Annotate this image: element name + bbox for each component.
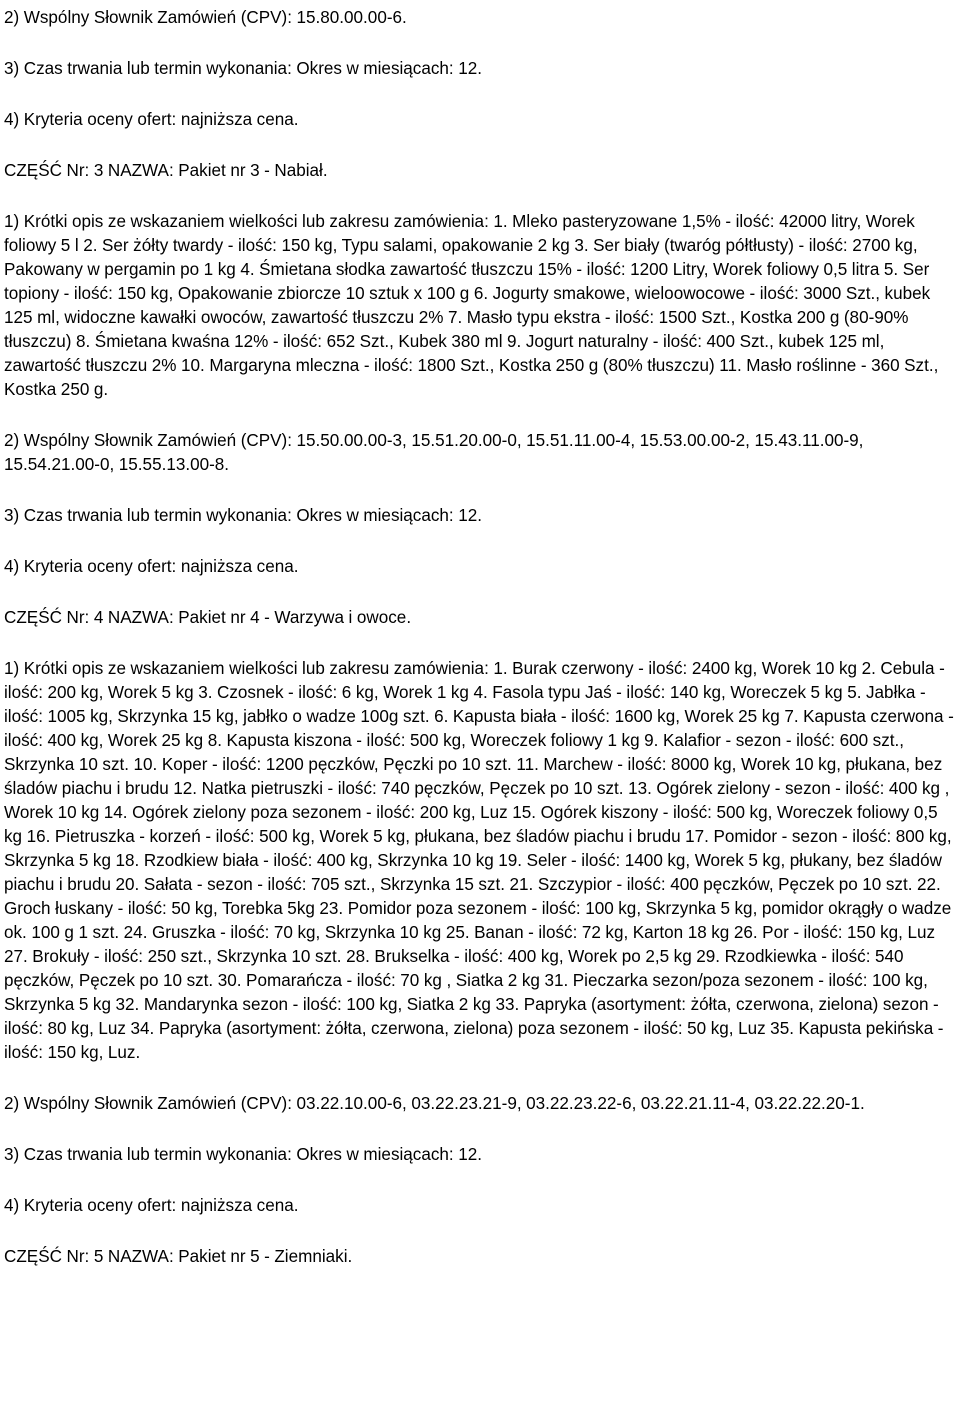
part-heading: CZĘŚĆ Nr: 5 NAZWA: Pakiet nr 5 - Ziemniaki.	[4, 1247, 353, 1266]
part-heading: CZĘŚĆ Nr: 3 NAZWA: Pakiet nr 3 - Nabiał.	[4, 161, 328, 180]
criteria-paragraph: 4) Kryteria oceny ofert: najniższa cena.	[4, 557, 299, 576]
description-paragraph: 1) Krótki opis ze wskazaniem wielkości lub zakresu zamówienia: 1. Burak czerwony - ilość: 2400 kg, Worek 10 kg 2. Cebula - ilość: 200 kg, Worek 5 kg 3. Czosnek - ilość: 6 kg, Worek 1 kg 4. Fasola typu Jaś - ilość: 140 kg, Woreczek 5 kg 5. Jabłka - ilość: 1005 kg, Skrzynka 15 kg, jabłko o wadze 100g szt. 6. Kapusta biała - ilość: 1600 kg, Worek 25 kg 7. Kapusta czerwona - ilość: 400 kg, Worek 25 kg 8. Kapusta kiszona - ilość: 500 kg, Woreczek foliowy 1 kg 9. Kalafior - sezon - ilość: 600 szt., Skrzynka 10 szt. 10. Koper - ilość: 1200 pęczków, Pęczki po 10 szt. 11. Marchew - ilość: 8000 kg, Worek 10 kg, płukana, bez śladów piachu i brudu 12. Natka pietruszki - ilość: 740 pęczków, Pęczek po 10 szt. 13. Ogórek zielony - sezon - ilość: 400 kg , Worek 10 kg 14. Ogórek zielony poza sezonem - ilość: 200 kg, Luz 15. Ogórek kiszony - ilość: 500 kg, Woreczek foliowy 0,5 kg 16. Pietruszka - korzeń - ilość: 500 kg, Worek 5 kg, płukana, bez śladów piachu i brudu 17. Pomidor - sezon - ilość: 800 kg, Skrzynka 5 kg 18. Rzodkiew biała - ilość: 400 kg, Skrzynka 10 kg 19. Seler - ilość: 1400 kg, Worek 5 kg, płukany, bez śladów piachu i brudu 20. Sałata - sezon - ilość: 705 szt., Skrzynka 15 szt. 21. Szczypior - ilość: 400 pęczków, Pęczek po 10 szt. 22. Groch łuskany - ilość: 50 kg, Torebka 5kg 23. Pomidor poza sezonem - ilość: 100 kg, Skrzynka 5 kg, pomidor okrągły o wadze ok. 100 g 1 szt. 24. Gruszka - ilość: 70 kg, Skrzynka 10 kg 25. Banan - ilość: 72 kg, Karton 18 kg 26. Por - ilość: 150 kg, Luz 27. Brokuły - ilość: 250 szt., Skrzynka 10 szt. 28. Brukselka - ilość: 400 kg, Worek po 2,5 kg 29. Rzodkiewka - ilość: 540 pęczków, Pęczek po 10 szt. 30. Pomarańcza - ilość: 70 kg , Siatka 2 kg 31. Pieczarka sezon/poza sezonem - ilość: 100 kg, Skrzynka 5 kg 32. Mandarynka sezon - ilość: 100 kg, Siatka 2 kg 33. Papryka (asortyment: żółta, czerwona, zielona) sezon - ilość: 80 kg, Luz 34. Papryka (asortyment: żółta, czerwona, zielona) poza sezonem - ilość: 50 kg, Luz 35. Kapusta pekińska - ilość: 150 kg, Luz.	[4, 659, 954, 1062]
criteria-paragraph: 4) Kryteria oceny ofert: najniższa cena.	[4, 1196, 299, 1215]
part-heading: CZĘŚĆ Nr: 4 NAZWA: Pakiet nr 4 - Warzywa i owoce.	[4, 608, 412, 627]
duration-paragraph: 3) Czas trwania lub termin wykonania: Okres w miesiącach: 12.	[4, 59, 482, 78]
description-paragraph: 1) Krótki opis ze wskazaniem wielkości lub zakresu zamówienia: 1. Mleko pasteryzowane 1,5% - ilość: 42000 litry, Worek foliowy 5 l 2. Ser żółty twardy - ilość: 150 kg, Typu salami, opakowanie 2 kg 3. Ser biały (twaróg półtłusty) - ilość: 2700 kg, Pakowany w pergamin po 1 kg 4. Śmietana słodka zawartość tłuszczu 15% - ilość: 1200 Litry, Worek foliowy 0,5 litra 5. Ser topiony - ilość: 150 kg, Opakowanie zbiorcze 10 sztuk x 100 g 6. Jogurty smakowe, wieloowocowe - ilość: 3000 Szt., kubek 125 ml, widoczne kawałki owoców, zawartość tłuszczu 2% 7. Masło typu ekstra - ilość: 1500 Szt., Kostka 200 g (80-90% tłuszczu) 8. Śmietana kwaśna 12% - ilość: 652 Szt., Kubek 380 ml 9. Jogurt naturalny - ilość: 400 Szt., kubek 125 ml, zawartość tłuszczu 2% 10. Margaryna mleczna - ilość: 1800 Szt., Kostka 250 g (80% tłuszczu) 11. Masło roślinne - 360 Szt., Kostka 250 g.	[4, 212, 939, 399]
criteria-paragraph: 4) Kryteria oceny ofert: najniższa cena.	[4, 110, 299, 129]
document-page	[4, 0, 956, 1269]
cpv-code-paragraph: 2) Wspólny Słownik Zamówień (CPV): 03.22.10.00-6, 03.22.23.21-9, 03.22.23.22-6, 03.22.21.11-4, 03.22.22.20-1.	[4, 1094, 865, 1113]
cpv-code-paragraph: 2) Wspólny Słownik Zamówień (CPV): 15.80.00.00-6.	[4, 8, 407, 27]
duration-paragraph: 3) Czas trwania lub termin wykonania: Okres w miesiącach: 12.	[4, 1145, 482, 1164]
cpv-code-paragraph: 2) Wspólny Słownik Zamówień (CPV): 15.50.00.00-3, 15.51.20.00-0, 15.51.11.00-4, 15.53.00.00-2, 15.43.11.00-9, 15.54.21.00-0, 15.55.13.00-8.	[4, 431, 864, 474]
duration-paragraph: 3) Czas trwania lub termin wykonania: Okres w miesiącach: 12.	[4, 506, 482, 525]
